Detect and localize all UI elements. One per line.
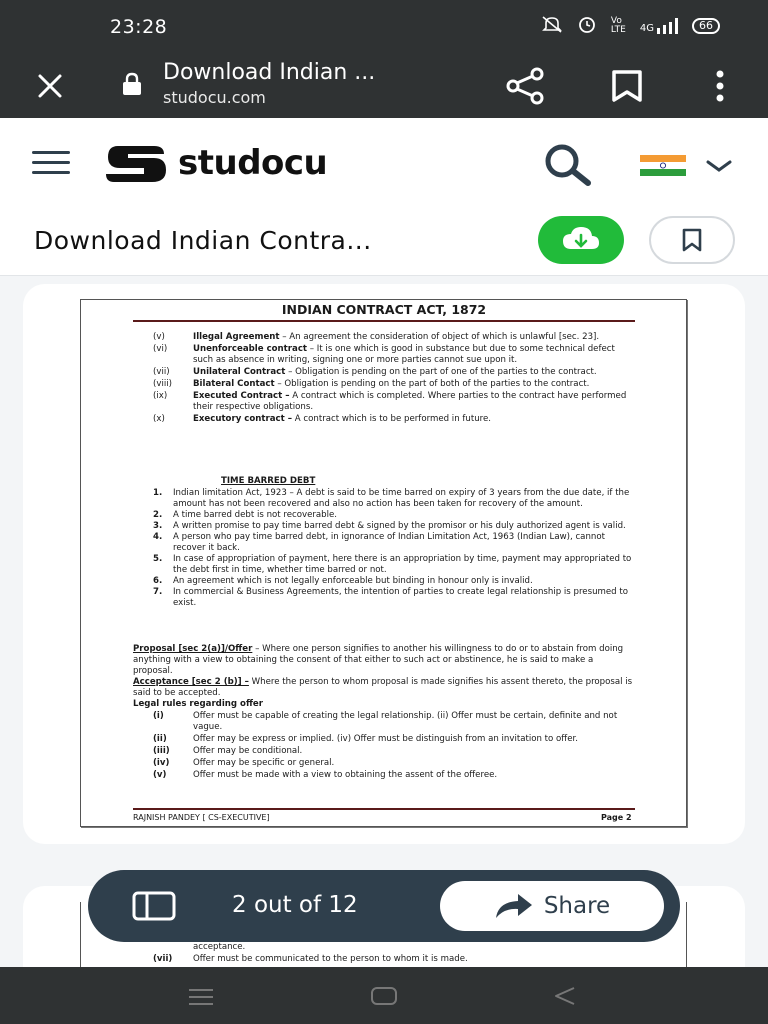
list-item: 7. In commercial & Business Agreements, the intention of parties to create legal relationship is presumed to exist. [153,587,628,608]
browser-domain[interactable]: studocu.com [163,88,266,107]
share-label: Share [543,893,611,919]
document-title: Download Indian Contra... [34,226,372,255]
document-page [80,299,687,827]
list-item: (v) Offer must be made with a view to obtaining the assent of the offeree. [153,770,498,780]
site-header [0,118,768,210]
next-page-list [133,942,633,966]
status-time: 23:28 [110,16,168,38]
list-item: (x) Executory contract – A contract which is to be performed in future. [153,414,492,424]
proposal-paragraph [133,644,633,710]
list-item: 6. An agreement which is not legally enforceable but binding in honour only is invalid. [153,576,533,586]
list-item: 1. Indian limitation Act, 1923 – A debt is said to be time barred on expiry of 3 years from the due date, if the amount has not been recovered and also no action has been taken for recovery of the amount. [153,488,630,509]
list-item: (viii) Bilateral Contact – Obligation is pending on the part of both of the parties to the contract. [153,379,590,389]
list-item: (vii) Unilateral Contract – Obligation is pending on the part of one of the parties to the contract. [153,367,597,377]
download-button[interactable] [538,216,624,264]
list-item: 3. A written promise to pay time barred debt & signed by the promisor or his duly authorized agent is valid. [153,521,626,531]
volte-icon: Vo LTE [610,16,626,35]
page-counter: 2 out of 12 [232,892,358,918]
more-vert-icon[interactable] [700,66,740,106]
india-flag-icon[interactable] [640,155,686,176]
list-item: acceptance. [193,942,246,952]
signal-icon [640,18,678,34]
heading-rule [133,320,635,322]
list-item: (i) Offer must be capable of creating the legal relationship. (ii) Offer must be certain, definite and not vague. [153,711,618,732]
network-type: 4G [639,23,654,34]
status-bar [0,0,768,52]
mute-icon [541,15,563,37]
list-item: (vii) Offer must be communicated to the person to whom it is made. [153,954,468,964]
proposal-definition: Proposal [sec 2(a)]/Offer – Where one person signifies to another his willingness to do or to abstain from doing anything with a view to obtaining the consent of that either to such act or abstinence, he is said to make a proposal. [133,644,624,676]
close-icon [35,71,65,101]
page-navigator [88,870,680,942]
chevron-down-icon[interactable] [704,156,734,176]
save-document-button[interactable] [649,216,735,264]
definition-list [133,332,633,426]
document-title-bar [0,210,768,276]
share-icon[interactable] [503,66,547,106]
system-nav-bar [0,967,768,1024]
list-item: 4. A person who pay time barred debt, in ignorance of Indian Limitation Act, 1963 (Indian Law), cannot recover it back. [153,532,605,553]
lock-icon[interactable] [120,72,144,96]
list-item: (ix) Executed Contract – A contract which is completed. Where parties to the contract have performed their respective obligations. [153,391,627,412]
back-icon[interactable] [552,985,578,1007]
browser-page-title[interactable]: Download Indian ... [163,60,376,85]
sidebar-icon [132,891,176,921]
acceptance-definition: Acceptance [sec 2 (b)] – Where the person to whom proposal is made signifies his assent thereto, the proposal is said to be accepted. [133,677,633,698]
hamburger-icon[interactable] [30,148,72,178]
status-icons [541,14,720,38]
alarm-icon [577,14,597,38]
list-item: 5. In case of appropriation of payment, here there is an appropriation by time, payment may appropriated to the debt first in time, whether time barred or not. [153,554,632,575]
battery-icon: 66 [692,18,720,34]
legal-rules-list [133,711,633,782]
list-item: 2. A time barred debt is not recoverable. [153,510,338,520]
search-icon[interactable] [540,142,594,188]
bookmark-icon[interactable] [607,66,647,106]
studocu-logo[interactable] [104,142,327,184]
close-tab-button[interactable] [30,66,70,106]
logo-text: studocu [178,143,328,183]
list-item: (iv) Offer may be specific or general. [153,758,335,768]
studocu-logo-icon [104,142,168,184]
footer-rule [133,808,635,810]
home-icon[interactable] [370,985,398,1007]
sidebar-toggle-button[interactable] [132,891,176,921]
list-item: (vi) Unenforceable contract – It is one which is good in substance but due to some technical defect such as absence in writing, signing one or more parties cannot sue upon it. [153,344,615,365]
list-item: (ii) Offer may be express or implied. (iv) Offer must be distinguish from an invitation to offer. [153,734,578,744]
legal-rules-heading: Legal rules regarding offer [133,699,263,709]
browser-toolbar [0,52,768,118]
time-barred-list [153,488,633,609]
list-item: (v) Illegal Agreement – An agreement the consideration of object of which is unlawful [sec. 23]. [153,332,600,342]
page-footer-author: RAJNISH PANDEY [ CS-EXECUTIVE] [133,813,270,822]
share-button[interactable] [440,881,664,931]
recents-icon[interactable] [186,987,216,1007]
cloud-download-icon [561,225,601,255]
bookmark-icon [679,227,705,253]
page-footer-number: Page 2 [601,813,632,822]
section-heading: TIME BARRED DEBT [221,476,316,486]
share-arrow-icon [494,892,534,920]
list-item: (iii) Offer may be conditional. [153,746,303,756]
page-heading: INDIAN CONTRACT ACT, 1872 [281,302,487,317]
